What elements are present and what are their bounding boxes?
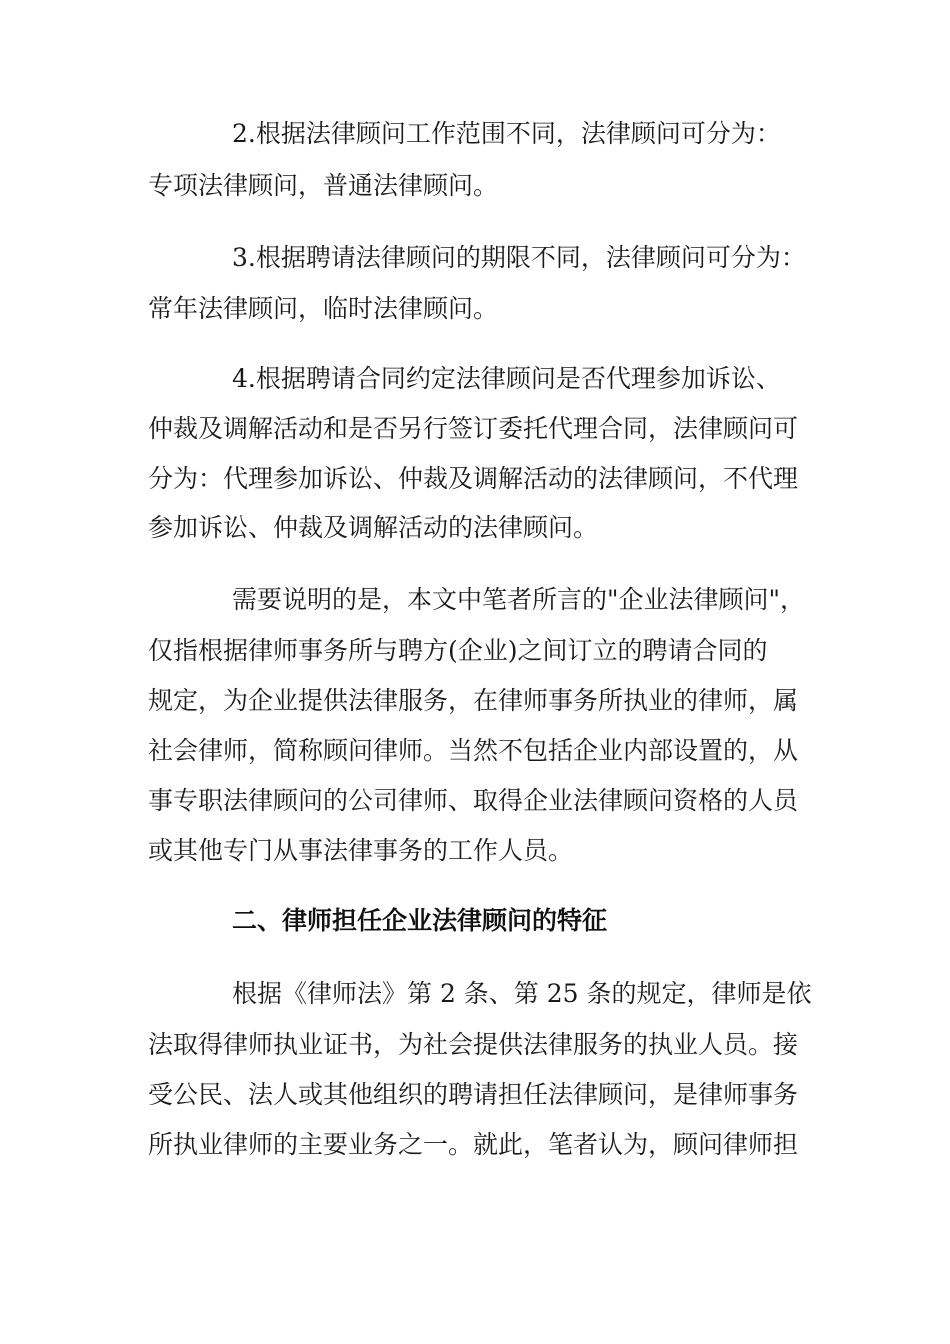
paragraph-4-line-1: 需要说明的是，本文中笔者所言的"企业法律顾问"， xyxy=(232,585,806,614)
paragraph-4-line-2: 仅指根据律师事务所与聘方(企业)之间订立的聘请合同的 xyxy=(148,636,768,665)
paragraph-3-line-3: 分为：代理参加诉讼、仲裁及调解活动的法律顾问，不代理 xyxy=(148,464,799,493)
paragraph-4-line-6: 或其他专门从事法律事务的工作人员。 xyxy=(148,836,574,865)
paragraph-2-line-1: 3.根据聘请法律顾问的期限不同，法律顾问可分为： xyxy=(232,243,806,272)
paragraph-3-line-4: 参加诉讼、仲裁及调解活动的法律顾问。 xyxy=(148,513,599,542)
section-heading: 二、律师担任企业法律顾问的特征 xyxy=(232,906,608,935)
paragraph-2-line-2: 常年法律顾问，临时法律顾问。 xyxy=(148,294,499,323)
paragraph-3-line-1: 4.根据聘请合同约定法律顾问是否代理参加诉讼、 xyxy=(232,364,781,393)
section-paragraph-line-1: 根据《律师法》第 2 条、第 25 条的规定，律师是依 xyxy=(232,979,812,1008)
paragraph-1-line-2: 专项法律顾问，普通法律顾问。 xyxy=(148,171,499,200)
section-paragraph-line-2: 法取得律师执业证书，为社会提供法律服务的执业人员。接 xyxy=(148,1030,799,1059)
section-paragraph-line-3: 受公民、法人或其他组织的聘请担任法律顾问，是律师事务 xyxy=(148,1080,799,1109)
paragraph-4-line-4: 社会律师，简称顾问律师。当然不包括企业内部设置的，从 xyxy=(148,736,799,765)
paragraph-3-line-2: 仲裁及调解活动和是否另行签订委托代理合同，法律顾问可 xyxy=(148,414,799,443)
paragraph-4-line-5: 事专职法律顾问的公司律师、取得企业法律顾问资格的人员 xyxy=(148,786,799,815)
section-paragraph-line-4: 所执业律师的主要业务之一。就此，笔者认为，顾问律师担 xyxy=(148,1130,799,1159)
paragraph-1-line-1: 2.根据法律顾问工作范围不同，法律顾问可分为： xyxy=(232,119,781,148)
paragraph-4-line-3: 规定，为企业提供法律服务，在律师事务所执业的律师，属 xyxy=(148,686,799,715)
